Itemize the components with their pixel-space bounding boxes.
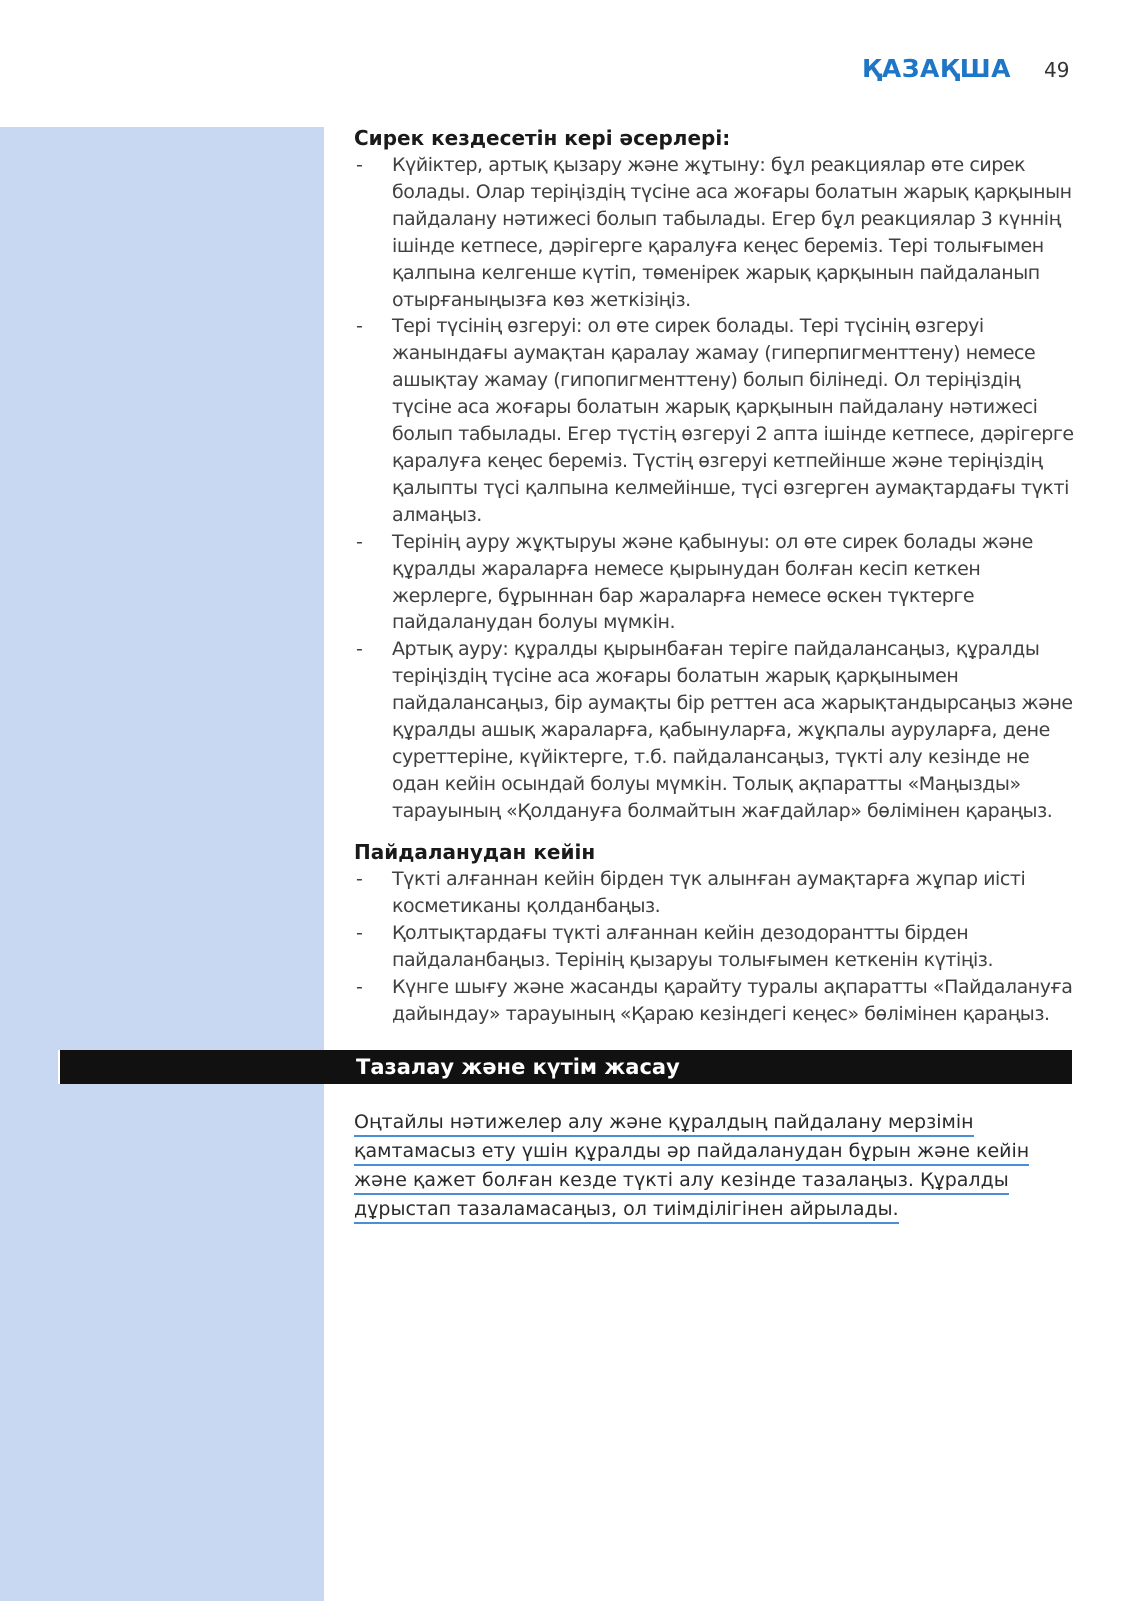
list-item: - Қолтықтардағы түкті алғаннан кейін дезодорантты бірден пайдаланбаңыз. Терінің қызаруы толығымен кеткенін күтіңіз.	[354, 920, 1074, 974]
sidebar-band	[0, 127, 324, 1601]
language-label: ҚАЗАҚША	[862, 54, 1011, 83]
intro-line: және қажет болған кезде түкті алу кезінде тазалаңыз. Құралды	[354, 1168, 1009, 1195]
list-item: - Түкті алғаннан кейін бірден түк алынған аумақтарға жұпар иісті косметиканы қолданбаңыз.	[354, 866, 1074, 920]
side-effects-heading: Сирек кездесетін кері әсерлері:	[354, 126, 731, 150]
list-item: - Артық ауру: құралды қырынбаған теріге пайдалансаңыз, құралды теріңіздің түсіне аса жоғары болатын жарық қарқынымен пайдалансаңыз, бір аумақты бір реттен аса жарықтандырсаңыз және құралды ашық жараларға, қабынуларға, жұқпалы ауруларға, дене суреттеріне, күйіктерге, т.б. пайдалансаңыз, түкті алу кезінде не одан кейін осындай болуы мүмкін. Толық ақпаратты «Маңызды» тарауының «Қолдануға болмайтын жағдайлар» бөлімінен қараңыз.	[354, 636, 1074, 824]
after-use-list	[354, 866, 1074, 1027]
list-item: - Күйіктер, артық қызару және жұтыну: бұл реакциялар өте сирек болады. Олар теріңіздің түсіне аса жоғары болатын жарық қарқынын пайдалану нәтижесі болып табылады. Егер бұл реакциялар 3 күннің ішінде кетпесе, дәрігерге қаралуға кеңес береміз. Тері толығымен қалпына келгенше күтіп, төменірек жарық қарқынын пайдаланып отырғаныңызға көз жеткізіңіз.	[354, 152, 1074, 313]
after-use-heading: Пайдаланудан кейін	[354, 840, 596, 864]
after-use-section	[354, 839, 1074, 1027]
intro-line: дұрыстап тазаламасаңыз, ол тиімділігінен айрылады.	[354, 1197, 899, 1224]
cleaning-intro	[354, 1110, 1054, 1226]
list-item: - Терінің ауру жұқтыруы және қабынуы: ол өте сирек болады және құралды жараларға немесе қырынудан болған кесіп кеткен жерлерге, бұрыннан бар жараларға немесе өскен түктерге пайдаланудан болуы мүмкін.	[354, 529, 1074, 637]
cleaning-section-title: Тазалау және күтім жасау	[356, 1055, 680, 1079]
intro-line: Оңтайлы нәтижелер алу және құралдың пайдалану мерзімін	[354, 1110, 974, 1137]
side-effects-section	[354, 125, 1074, 825]
list-item: - Тері түсінің өзгеруі: ол өте сирек болады. Тері түсінің өзгеруі жанындағы аумақтан қаралау жамау (гиперпигменттену) немесе ашықтау жамау (гипопигменттену) болып білінеді. Ол теріңіздің түсіне аса жоғары болатын жарық қарқынын пайдалану нәтижесі болып табылады. Егер түстің өзгеруі 2 апта ішінде кетпесе, дәрігерге қаралуға кеңес береміз. Түстің өзгеруі кетпейінше және теріңіздің қалыпты түсі қалпына келмейінше, түсі өзгерген аумақтардағы түкті алмаңыз.	[354, 313, 1074, 528]
intro-line: қамтамасыз ету үшін құралды әр пайдаланудан бұрын және кейін	[354, 1139, 1029, 1166]
side-effects-list	[354, 152, 1074, 825]
list-item: - Күнге шығу және жасанды қарайту туралы ақпаратты «Пайдалануға дайындау» тарауының «Қараю кезіндегі кеңес» бөлімінен қараңыз.	[354, 974, 1074, 1028]
page-number: 49	[1044, 58, 1070, 82]
cleaning-section-banner	[58, 1050, 1072, 1084]
